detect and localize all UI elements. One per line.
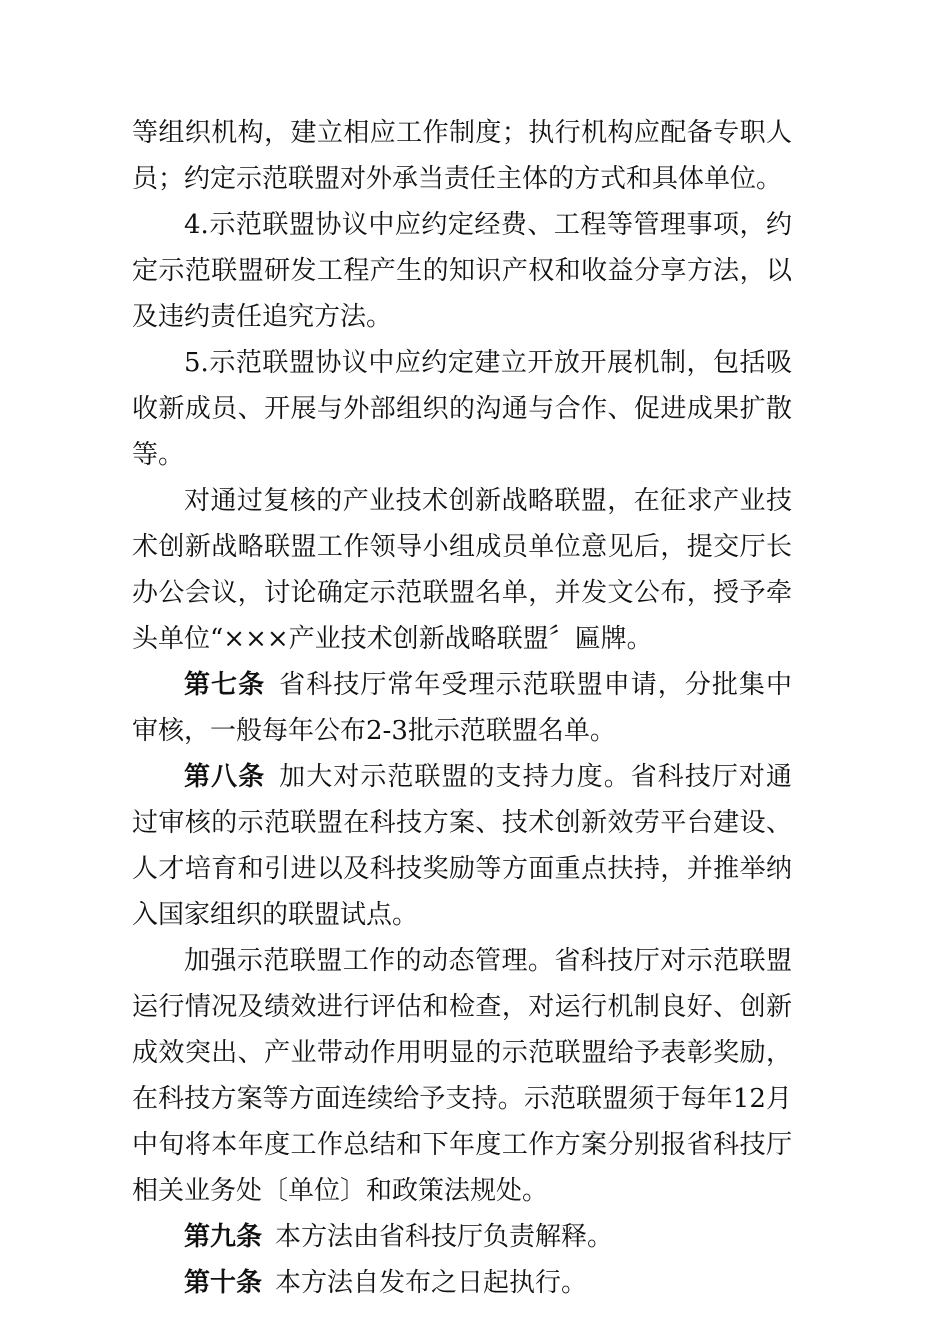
article-9 bbox=[132, 1214, 792, 1260]
article-9-text: 本方法由省科技厅负责解释。 bbox=[275, 1222, 614, 1252]
article-8-title: 第八条 bbox=[184, 762, 266, 792]
article-9-title: 第九条 bbox=[184, 1222, 263, 1252]
article-7 bbox=[132, 662, 792, 754]
article-10-title: 第十条 bbox=[184, 1268, 263, 1298]
article-8 bbox=[132, 754, 792, 938]
paragraph-item-5: 5.示范联盟协议中应约定建立开放开展机制，包括吸收新成员、开展与外部组织的沟通与合作、促进成果扩散等。 bbox=[132, 348, 792, 470]
paragraph-review-approval: 对通过复核的产业技术创新战略联盟，在征求产业技术创新战略联盟工作领导小组成员单位意见后，提交厅长办公会议，讨论确定示范联盟名单，并发文公布，授予牵头单位“×××产业技术创新战略联盟〞匾牌。 bbox=[132, 486, 792, 654]
article-7-text: 省科技厅常年受理示范联盟申请，分批集中审核，一般每年公布2-3批示范联盟名单。 bbox=[132, 670, 792, 746]
paragraph-continuation: 等组织机构，建立相应工作制度；执行机构应配备专职人员；约定示范联盟对外承当责任主体的方式和具体单位。 bbox=[132, 118, 792, 194]
article-7-title: 第七条 bbox=[184, 670, 266, 700]
paragraph-dynamic-management: 加强示范联盟工作的动态管理。省科技厅对示范联盟运行情况及绩效进行评估和检查，对运行机制良好、创新成效突出、产业带动作用明显的示范联盟给予表彰奖励，在科技方案等方面连续给予支持。示范联盟须于每年12月中旬将本年度工作总结和下年度工作方案分别报省科技厅相关业务处〔单位〕和政策法规处。 bbox=[132, 946, 792, 1206]
document-page bbox=[132, 110, 792, 1306]
paragraph-item-4: 4.示范联盟协议中应约定经费、工程等管理事项，约定示范联盟研发工程产生的知识产权和收益分享方法，以及违约责任追究方法。 bbox=[132, 210, 792, 332]
article-8-text: 加大对示范联盟的支持力度。省科技厅对通过审核的示范联盟在科技方案、技术创新效劳平台建设、人才培育和引进以及科技奖励等方面重点扶持，并推举纳入国家组织的联盟试点。 bbox=[132, 762, 792, 930]
article-10-text: 本方法自发布之日起执行。 bbox=[275, 1268, 588, 1298]
article-10 bbox=[132, 1260, 792, 1306]
